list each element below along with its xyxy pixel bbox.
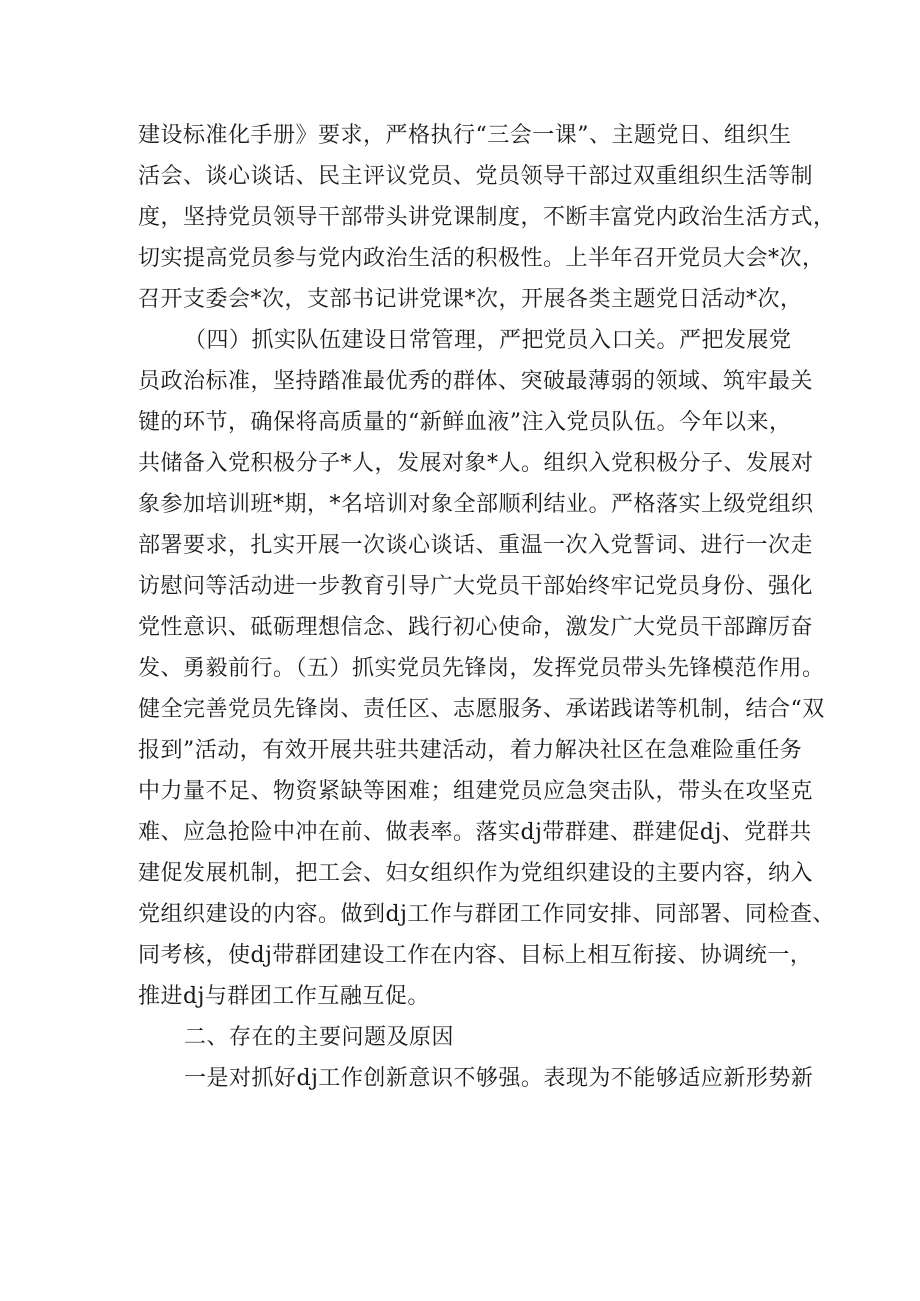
section-two-heading: 二、存在的主要问题及原因 bbox=[184, 1025, 455, 1050]
body-text-line: 健全完善党员先锋岗、责任区、志愿服务、承诺践诺等机制，结合“双 bbox=[138, 697, 825, 722]
body-text-line: 共储备入党积极分子*人，发展对象*人。组织入党积极分子、发展对 bbox=[138, 451, 814, 476]
body-text-line: 建促发展机制，把工会、妇女组织作为党组织建设的主要内容，纳入 bbox=[138, 861, 814, 886]
body-text-line: 活会、谈心谈话、民主评议党员、党员领导干部过双重组织生活等制 bbox=[138, 164, 814, 189]
body-text-line: 建设标准化手册》要求，严格执行“三会一课”、主题党日、组织生 bbox=[138, 123, 792, 148]
body-text-line: 象参加培训班*期，*名培训对象全部顺利结业。严格落实上级党组织 bbox=[138, 492, 814, 517]
body-text-line: 切实提高党员参与党内政治生活的积极性。上半年召开党员大会*次， bbox=[138, 246, 825, 271]
body-text-line: 发、勇毅前行。（五）抓实党员先锋岗，发挥党员带头先锋模范作用。 bbox=[138, 656, 825, 681]
body-text-line: 召开支委会*次，支部书记讲党课*次，开展各类主题党日活动*次， bbox=[138, 287, 803, 312]
body-text-line: 难、应急抢险中冲在前、做表率。落实dj带群建、群建促dj、党群共 bbox=[138, 820, 812, 845]
section-four-heading-line: （四）抓实队伍建设日常管理，严把党员入口关。严把发展党 bbox=[184, 328, 792, 353]
body-text-line: 部署要求，扎实开展一次谈心谈话、重温一次入党誓词、进行一次走 bbox=[138, 533, 814, 558]
body-text-line: 键的环节，确保将高质量的“新鲜血液”注入党员队伍。今年以来， bbox=[138, 410, 792, 435]
body-text-line: 一是对抓好dj工作创新意识不够强。表现为不能够适应新形势新 bbox=[184, 1066, 814, 1091]
body-text-line: 推进dj与群团工作互融互促。 bbox=[138, 984, 430, 1009]
body-text-line: 访慰问等活动进一步教育引导广大党员干部始终牢记党员身份、强化 bbox=[138, 574, 814, 599]
body-text-line: 报到”活动，有效开展共驻共建活动，着力解决社区在急难险重任务 bbox=[138, 738, 803, 763]
body-text-line: 中力量不足、物资紧缺等困难；组建党员应急突击队，带头在攻坚克 bbox=[138, 779, 814, 804]
body-text-line: 党组织建设的内容。做到dj工作与群团工作同安排、同部署、同检查、 bbox=[138, 902, 835, 927]
body-text-line: 度，坚持党员领导干部带头讲党课制度，不断丰富党内政治生活方式， bbox=[138, 205, 836, 230]
body-text-line: 同考核，使dj带群团建设工作在内容、目标上相互衔接、协调统一， bbox=[138, 943, 813, 968]
body-text-line: 党性意识、砥砺理想信念、践行初心使命，激发广大党员干部蹿厉奋 bbox=[138, 615, 814, 640]
body-text-line: 员政治标准，坚持踏准最优秀的群体、突破最薄弱的领域、筑牢最关 bbox=[138, 369, 814, 394]
